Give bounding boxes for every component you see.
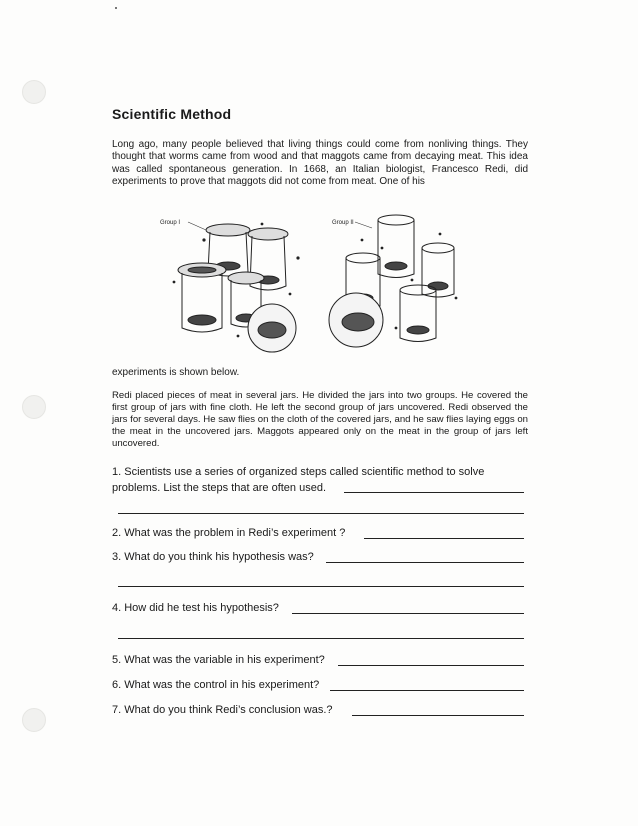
answer-4-line-a[interactable] (292, 613, 524, 614)
question-6: 6. What was the control in his experiment? (112, 679, 320, 691)
answer-1-line-b[interactable] (118, 513, 524, 514)
page-title: Scientific Method (112, 106, 232, 122)
answer-3-line-a[interactable] (326, 562, 524, 563)
intro-paragraph: Long ago, many people believed that living things could come from nonliving things. They thought that worms came from wood and that maggots came from decaying meat. This idea was called spontaneous generation. In 1668, an Italian biologist, Francesco Redi, did experiments to prove that maggots did not come from meat. One of his (112, 139, 528, 187)
question-3: 3. What do you think his hypothesis was? (112, 551, 314, 563)
answer-2-line[interactable] (364, 538, 524, 539)
figure-caption: experiments is shown below. (112, 367, 240, 378)
question-2: 2. What was the problem in Redi’s experiment ? (112, 527, 346, 539)
punch-hole-top (22, 80, 46, 104)
experiment-description: Redi placed pieces of meat in several jars. He divided the jars into two groups. He covered the first group of jars with fine cloth. He left the second group of jars uncovered. Redi observed the jars for several days. He saw flies on the cloth of the covered jars, and he saw flies laying eggs on the meat in the uncovered jars. Maggots appeared only on the meat in the group of jars left uncovered. (112, 390, 528, 450)
redi-experiment-illustration (150, 210, 470, 370)
group2-label: Group II (332, 220, 354, 226)
answer-4-line-b[interactable] (118, 638, 524, 639)
question-4: 4. How did he test his hypothesis? (112, 602, 279, 614)
question-1-line1: 1. Scientists use a series of organized steps called scientific method to solve (112, 466, 485, 478)
scan-speck (115, 7, 117, 9)
answer-3-line-b[interactable] (118, 586, 524, 587)
open-jar (422, 243, 454, 297)
answer-1-line-a[interactable] (344, 492, 524, 493)
covered-jar (178, 263, 226, 332)
question-5: 5. What was the variable in his experiment? (112, 654, 325, 666)
punch-hole-bottom (22, 708, 46, 732)
group2-uncovered-jars (329, 215, 454, 347)
open-jar (400, 285, 436, 342)
group1-label: Group I (160, 220, 181, 226)
question-1-line2 (112, 481, 326, 496)
open-jar (378, 215, 414, 278)
punch-hole-middle (22, 395, 46, 419)
question-1-text: problems. List the steps that are often used. (112, 482, 327, 494)
question-7: 7. What do you think Redi’s conclusion was.? (112, 704, 333, 716)
answer-6-line[interactable] (330, 690, 524, 691)
group1-covered-jars (178, 224, 296, 352)
answer-7-line[interactable] (352, 715, 524, 716)
answer-5-line[interactable] (338, 665, 524, 666)
